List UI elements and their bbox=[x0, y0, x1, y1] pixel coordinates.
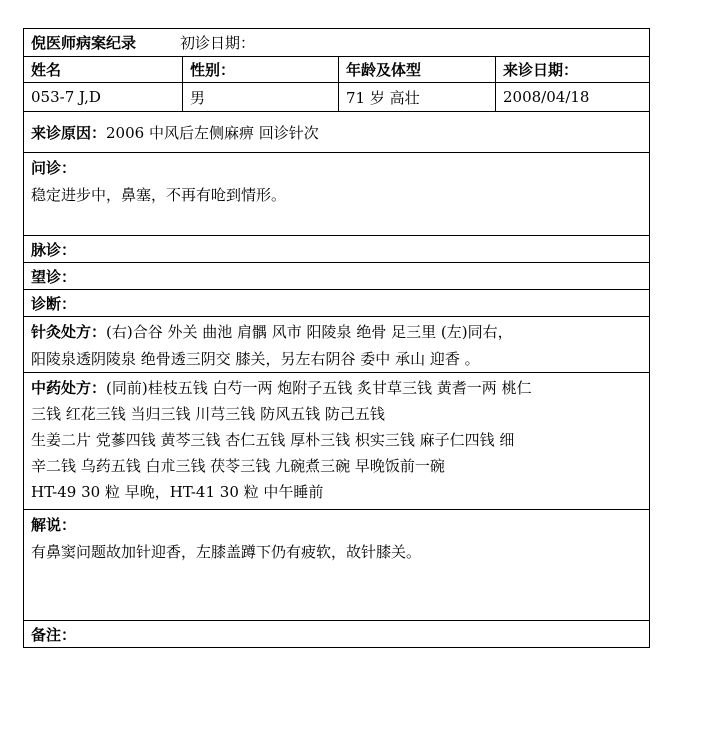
remarks-section bbox=[24, 621, 649, 647]
explanation-value: 有鼻窦问题故加针迎香，左膝盖蹲下仍有疲软，故针膝关。 bbox=[31, 542, 422, 561]
acupuncture-label: 针灸处方： bbox=[31, 323, 107, 341]
reason-row bbox=[24, 112, 649, 153]
name-label: 姓名 bbox=[31, 61, 62, 79]
herbal-line-2: 三钱 红花三钱 当归三钱 川芎三钱 防风五钱 防己五钱 bbox=[31, 405, 385, 423]
acupuncture-section bbox=[24, 317, 649, 373]
age-build-label: 年龄及体型 bbox=[338, 57, 495, 82]
acupuncture-line-1: (右)合谷 外关 曲池 肩髃 风市 阳陵泉 绝骨 足三里 (左)同右， bbox=[106, 323, 513, 341]
explanation-label: 解说： bbox=[31, 516, 77, 534]
patient-label-row bbox=[24, 57, 649, 83]
medical-record-form bbox=[23, 28, 650, 648]
herbal-label: 中药处方： bbox=[31, 379, 107, 397]
herbal-line-4: 辛二钱 乌药五钱 白朮三钱 茯苓三钱 九碗煮三碗 早晚饭前一碗 bbox=[31, 457, 445, 475]
observation-label: 望诊： bbox=[31, 267, 77, 286]
first-visit-date-label: 初诊日期： bbox=[180, 34, 256, 52]
diagnosis-section bbox=[24, 290, 649, 317]
record-title: 倪医师病案纪录 bbox=[31, 34, 137, 52]
sex-label: 性别： bbox=[182, 57, 338, 82]
explanation-section bbox=[24, 510, 649, 621]
visit-date-label: 来诊日期： bbox=[495, 57, 649, 82]
patient-value-row bbox=[24, 83, 649, 112]
acupuncture-line-2: 阳陵泉透阴陵泉 绝骨透三阴交 膝关，另左右阴谷 委中 承山 迎香 。 bbox=[31, 349, 480, 368]
name-value: 053-7 J,D bbox=[31, 88, 101, 106]
inquiry-section bbox=[24, 153, 649, 236]
pulse-label: 脉诊： bbox=[31, 240, 77, 259]
herbal-line-3: 生姜二片 党蔘四钱 黄芩三钱 杏仁五钱 厚朴三钱 枳实三钱 麻子仁四钱 细 bbox=[31, 431, 515, 449]
diagnosis-label: 诊断： bbox=[31, 294, 77, 313]
inquiry-value: 稳定进步中，鼻塞，不再有呛到情形。 bbox=[31, 185, 287, 204]
herbal-section bbox=[24, 373, 649, 510]
herbal-line-5: HT-49 30 粒 早晚，HT-41 30 粒 中午睡前 bbox=[31, 483, 324, 501]
herbal-line-1: (同前)桂枝五钱 白芍一两 炮附子五钱 炙甘草三钱 黄耆一两 桃仁 bbox=[106, 379, 532, 397]
age-build-value: 71 岁 高壮 bbox=[338, 83, 495, 111]
reason-value: 2006 中风后左侧麻痹 回诊针次 bbox=[106, 123, 319, 142]
visit-date-value: 2008/04/18 bbox=[495, 83, 649, 111]
pulse-section bbox=[24, 236, 649, 263]
reason-cell bbox=[24, 112, 649, 152]
remarks-label: 备注： bbox=[31, 625, 77, 644]
observation-section bbox=[24, 263, 649, 290]
reason-label: 来诊原因： bbox=[31, 123, 107, 142]
inquiry-label: 问诊： bbox=[31, 159, 77, 177]
record-header-cell bbox=[24, 29, 649, 56]
record-header-row bbox=[24, 29, 649, 57]
sex-value: 男 bbox=[182, 83, 338, 111]
